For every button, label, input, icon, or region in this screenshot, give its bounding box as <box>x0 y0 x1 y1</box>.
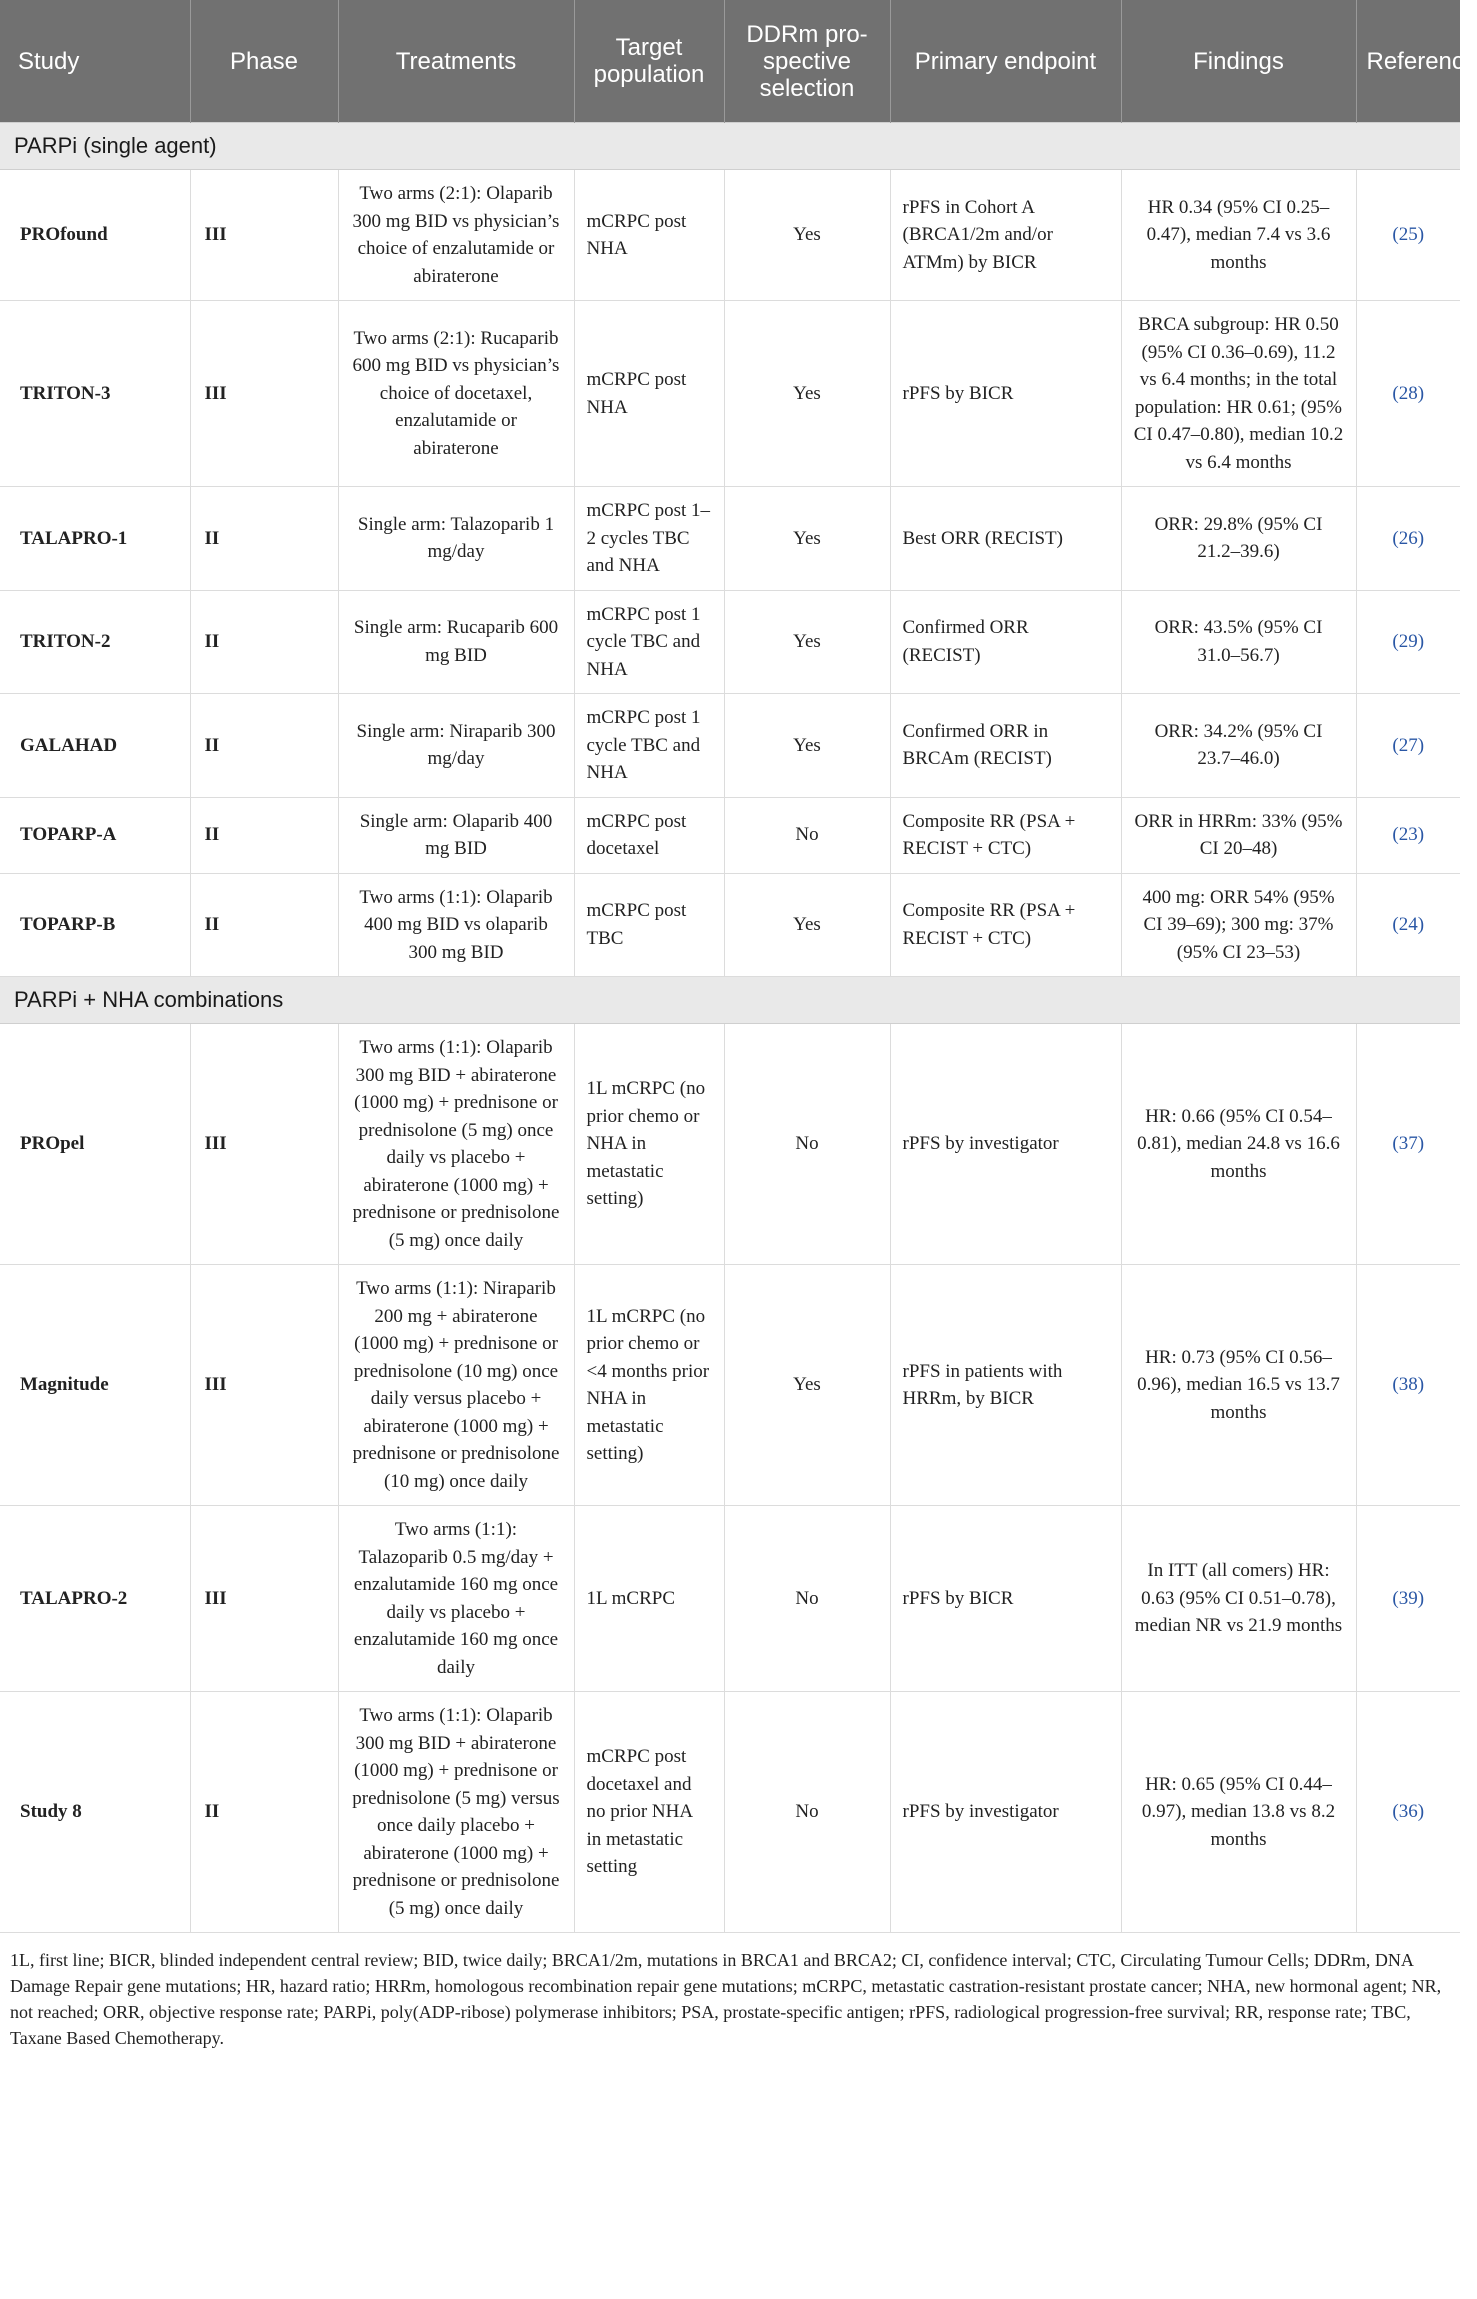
findings-cell: ORR: 34.2% (95% CI 23.7–46.0) <box>1121 694 1356 798</box>
primary-endpoint-cell: rPFS in Cohort A (BRCA1/2m and/or ATMm) by BICR <box>890 170 1121 301</box>
table-row <box>0 1692 1460 1933</box>
header-primary-endpoint: Primary endpoint <box>890 0 1121 123</box>
phase-cell: III <box>190 170 338 301</box>
target-population-cell: mCRPC post docetaxel <box>574 797 724 873</box>
primary-endpoint-cell: rPFS in patients with HRRm, by BICR <box>890 1265 1121 1506</box>
treatments-cell: Two arms (1:1): Niraparib 200 mg + abiraterone (1000 mg) + prednisone or prednisolone (10 mg) once daily versus placebo + abiraterone (1000 mg) + prednisone or prednisolone (10 mg) once daily <box>338 1265 574 1506</box>
phase-cell: II <box>190 873 338 977</box>
ddrm-selection-cell: Yes <box>724 694 890 798</box>
table-row <box>0 694 1460 798</box>
study-name: PROpel <box>0 1024 190 1265</box>
primary-endpoint-cell: rPFS by BICR <box>890 301 1121 487</box>
phase-cell: II <box>190 1692 338 1933</box>
ddrm-selection-cell: Yes <box>724 590 890 694</box>
section-header-row <box>0 977 1460 1024</box>
header-ddrm-selection: DDRm pro-spective selection <box>724 0 890 123</box>
study-name: GALAHAD <box>0 694 190 798</box>
section-title: PARPi (single agent) <box>0 123 1460 170</box>
study-name: TALAPRO-2 <box>0 1506 190 1692</box>
reference-link[interactable]: (39) <box>1356 1506 1460 1692</box>
ddrm-selection-cell: Yes <box>724 873 890 977</box>
findings-cell: ORR: 43.5% (95% CI 31.0–56.7) <box>1121 590 1356 694</box>
reference-link[interactable]: (36) <box>1356 1692 1460 1933</box>
section-title: PARPi + NHA combinations <box>0 977 1460 1024</box>
phase-cell: II <box>190 487 338 591</box>
target-population-cell: mCRPC post 1 cycle TBC and NHA <box>574 590 724 694</box>
treatments-cell: Two arms (1:1): Olaparib 400 mg BID vs olaparib 300 mg BID <box>338 873 574 977</box>
study-name: TOPARP-B <box>0 873 190 977</box>
study-name: Study 8 <box>0 1692 190 1933</box>
reference-link[interactable]: (25) <box>1356 170 1460 301</box>
reference-link[interactable]: (23) <box>1356 797 1460 873</box>
reference-link[interactable]: (37) <box>1356 1024 1460 1265</box>
table-row <box>0 1024 1460 1265</box>
findings-cell: ORR in HRRm: 33% (95% CI 20–48) <box>1121 797 1356 873</box>
reference-link[interactable]: (26) <box>1356 487 1460 591</box>
table-row <box>0 1506 1460 1692</box>
target-population-cell: mCRPC post TBC <box>574 873 724 977</box>
treatments-cell: Single arm: Olaparib 400 mg BID <box>338 797 574 873</box>
table-row <box>0 797 1460 873</box>
ddrm-selection-cell: No <box>724 1506 890 1692</box>
findings-cell: HR 0.34 (95% CI 0.25–0.47), median 7.4 vs 3.6 months <box>1121 170 1356 301</box>
header-phase: Phase <box>190 0 338 123</box>
ddrm-selection-cell: Yes <box>724 1265 890 1506</box>
treatments-cell: Two arms (1:1): Olaparib 300 mg BID + abiraterone (1000 mg) + prednisone or prednisolone (5 mg) once daily vs placebo + abiraterone (1000 mg) + prednisone or prednisolone (5 mg) once daily <box>338 1024 574 1265</box>
study-name: PROfound <box>0 170 190 301</box>
table-body <box>0 123 1460 1933</box>
header-row <box>0 0 1460 123</box>
header-findings: Findings <box>1121 0 1356 123</box>
treatments-cell: Single arm: Talazoparib 1 mg/day <box>338 487 574 591</box>
study-name: TOPARP-A <box>0 797 190 873</box>
target-population-cell: 1L mCRPC (no prior chemo or <4 months prior NHA in metastatic setting) <box>574 1265 724 1506</box>
treatments-cell: Single arm: Rucaparib 600 mg BID <box>338 590 574 694</box>
primary-endpoint-cell: Confirmed ORR in BRCAm (RECIST) <box>890 694 1121 798</box>
target-population-cell: 1L mCRPC <box>574 1506 724 1692</box>
primary-endpoint-cell: rPFS by investigator <box>890 1024 1121 1265</box>
primary-endpoint-cell: Confirmed ORR (RECIST) <box>890 590 1121 694</box>
header-treatments: Treatments <box>338 0 574 123</box>
phase-cell: III <box>190 1506 338 1692</box>
reference-link[interactable]: (24) <box>1356 873 1460 977</box>
target-population-cell: mCRPC post 1 cycle TBC and NHA <box>574 694 724 798</box>
table-row <box>0 301 1460 487</box>
primary-endpoint-cell: Best ORR (RECIST) <box>890 487 1121 591</box>
study-name: TRITON-3 <box>0 301 190 487</box>
treatments-cell: Two arms (2:1): Olaparib 300 mg BID vs physician’s choice of enzalutamide or abiraterone <box>338 170 574 301</box>
reference-link[interactable]: (29) <box>1356 590 1460 694</box>
primary-endpoint-cell: Composite RR (PSA + RECIST + CTC) <box>890 797 1121 873</box>
primary-endpoint-cell: Composite RR (PSA + RECIST + CTC) <box>890 873 1121 977</box>
findings-cell: In ITT (all comers) HR: 0.63 (95% CI 0.51–0.78), median NR vs 21.9 months <box>1121 1506 1356 1692</box>
section-header-row <box>0 123 1460 170</box>
ddrm-selection-cell: Yes <box>724 301 890 487</box>
table-row <box>0 1265 1460 1506</box>
findings-cell: HR: 0.65 (95% CI 0.44–0.97), median 13.8 vs 8.2 months <box>1121 1692 1356 1933</box>
header-study: Study <box>0 0 190 123</box>
table-footnote: 1L, first line; BICR, blinded independent central review; BID, twice daily; BRCA1/2m, mutations in BRCA1 and BRCA2; CI, confidence interval; CTC, Circulating Tumour Cells; DDRm, DNA Damage Repair gene mutations; HR, hazard ratio; HRRm, homologous recombination repair gene mutations; mCRPC, metastatic castration-resistant prostate cancer; NHA, new hormonal agent; NR, not reached; ORR, objective response rate; PARPi, poly(ADP-ribose) polymerase inhibitors; PSA, prostate-specific antigen; rPFS, radiological progression-free survival; RR, response rate; TBC, Taxane Based Chemotherapy. <box>10 1950 1442 2048</box>
table-row <box>0 170 1460 301</box>
reference-link[interactable]: (28) <box>1356 301 1460 487</box>
phase-cell: II <box>190 797 338 873</box>
reference-link[interactable]: (27) <box>1356 694 1460 798</box>
table-row <box>0 487 1460 591</box>
findings-cell: 400 mg: ORR 54% (95% CI 39–69); 300 mg: 37% (95% CI 23–53) <box>1121 873 1356 977</box>
findings-cell: BRCA subgroup: HR 0.50 (95% CI 0.36–0.69), 11.2 vs 6.4 months; in the total population: HR 0.61; (95% CI 0.47–0.80), median 10.2 vs 6.4 months <box>1121 301 1356 487</box>
primary-endpoint-cell: rPFS by BICR <box>890 1506 1121 1692</box>
ddrm-selection-cell: No <box>724 1024 890 1265</box>
study-name: TRITON-2 <box>0 590 190 694</box>
findings-cell: HR: 0.73 (95% CI 0.56–0.96), median 16.5 vs 13.7 months <box>1121 1265 1356 1506</box>
treatments-cell: Two arms (2:1): Rucaparib 600 mg BID vs physician’s choice of docetaxel, enzalutamide or abiraterone <box>338 301 574 487</box>
treatments-cell: Single arm: Niraparib 300 mg/day <box>338 694 574 798</box>
ddrm-selection-cell: Yes <box>724 170 890 301</box>
ddrm-selection-cell: Yes <box>724 487 890 591</box>
study-name: Magnitude <box>0 1265 190 1506</box>
target-population-cell: mCRPC post NHA <box>574 301 724 487</box>
target-population-cell: 1L mCRPC (no prior chemo or NHA in metastatic setting) <box>574 1024 724 1265</box>
phase-cell: III <box>190 1265 338 1506</box>
ddrm-selection-cell: No <box>724 797 890 873</box>
ddrm-selection-cell: No <box>724 1692 890 1933</box>
target-population-cell: mCRPC post NHA <box>574 170 724 301</box>
findings-cell: HR: 0.66 (95% CI 0.54–0.81), median 24.8 vs 16.6 months <box>1121 1024 1356 1265</box>
table-row <box>0 873 1460 977</box>
treatments-cell: Two arms (1:1): Olaparib 300 mg BID + abiraterone (1000 mg) + prednisone or prednisolone (5 mg) versus once daily placebo + abiraterone (1000 mg) + prednisone or prednisolone (5 mg) once daily <box>338 1692 574 1933</box>
reference-link[interactable]: (38) <box>1356 1265 1460 1506</box>
treatments-cell: Two arms (1:1): Talazoparib 0.5 mg/day + enzalutamide 160 mg once daily vs placebo + enzalutamide 160 mg once daily <box>338 1506 574 1692</box>
header-reference: Reference <box>1356 0 1460 123</box>
target-population-cell: mCRPC post docetaxel and no prior NHA in metastatic setting <box>574 1692 724 1933</box>
phase-cell: II <box>190 590 338 694</box>
phase-cell: III <box>190 1024 338 1265</box>
phase-cell: III <box>190 301 338 487</box>
findings-cell: ORR: 29.8% (95% CI 21.2–39.6) <box>1121 487 1356 591</box>
study-name: TALAPRO-1 <box>0 487 190 591</box>
primary-endpoint-cell: rPFS by investigator <box>890 1692 1121 1933</box>
phase-cell: II <box>190 694 338 798</box>
header-target-population: Target population <box>574 0 724 123</box>
target-population-cell: mCRPC post 1–2 cycles TBC and NHA <box>574 487 724 591</box>
table-row <box>0 590 1460 694</box>
